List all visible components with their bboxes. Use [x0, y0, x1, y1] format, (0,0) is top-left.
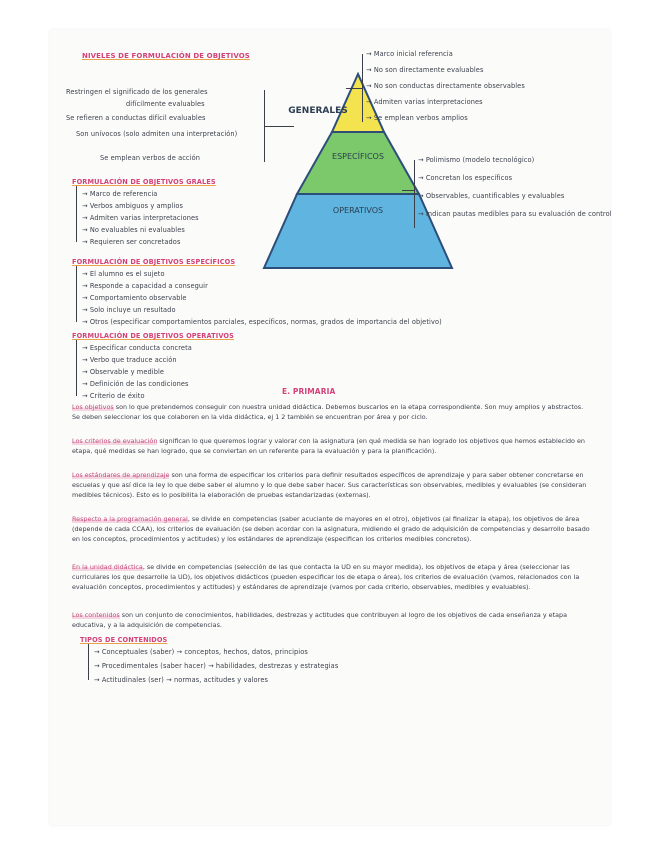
paragraph — [72, 562, 592, 592]
paragraph — [72, 436, 592, 456]
list-item: → Comportamiento observable — [82, 294, 187, 302]
list-item: → No evaluables ni evaluables — [82, 226, 185, 234]
section-heading-primaria: E. PRIMARIA — [282, 387, 336, 396]
list-item: → Verbos ambiguos y amplios — [82, 202, 184, 210]
list-item: → Responde a capacidad a conseguir — [82, 282, 208, 290]
list-item: → Otros (especificar comportamientos parciales, específicos, normas, grados de importancia del objetivo) — [82, 318, 442, 326]
paragraph — [72, 514, 592, 544]
paragraph-text: , se divide en competencias (selección de las que contacta la UD en su mayor medida), los objetivos de etapa y área (seleccionar las curriculares los que desarrolle la UD), los objetivos didácticos (pueden especificar los de etapa o área), los criterios de evaluación (vamos, relacionados con la evaluación conceptos, procedimientos y actitudes) y estándares de aprendizaje (vamos por cada criterio, observables, medibles y evaluables). — [72, 563, 580, 591]
left-generales-item: Se refieren a conductas difícil evaluables — [66, 114, 206, 122]
list-brace — [76, 266, 77, 322]
paragraph — [72, 610, 592, 630]
left-connector — [264, 126, 294, 127]
notebook-page — [50, 30, 610, 825]
list-brace — [76, 340, 77, 396]
section-heading-generales: FORMULACIÓN DE OBJETIVOS GRALES — [72, 178, 216, 186]
list-item: → El alumno es el sujeto — [82, 270, 165, 278]
list-item: → Conceptuales (saber) → conceptos, hechos, datos, principios — [94, 648, 308, 656]
right-especificos-item: → Concretan los específicos — [418, 174, 513, 182]
section-heading-especificos: FORMULACIÓN DE OBJETIVOS ESPECÍFICOS — [72, 258, 236, 266]
right-generales-item: → Marco inicial referencia — [366, 50, 453, 58]
right-generales-item: → No son directamente evaluables — [366, 66, 484, 74]
paragraph-key: Los contenidos — [72, 611, 120, 619]
list-item: → Procedimentales (saber hacer) → habilidades, destrezas y estrategias — [94, 662, 339, 670]
list-item: → Observable y medible — [82, 368, 165, 376]
pyramid-label-especificos: ESPECÍFICOS — [332, 152, 384, 161]
pyramid-level-especificos — [297, 132, 419, 194]
paragraph-key: En la unidad didáctica — [72, 563, 143, 571]
paragraph-text: son una forma de especificar los criterios para definir resultados específicos de aprendizaje y para saber obtener concretarse en escuelas y que así dice la ley lo que debe saber el alumno y lo que debe saber hacer. Sus características son observables, medibles y evaluables (se consideran medibles técnicos). Esto es lo posibilita la elaboración de pruebas estandarizadas (externas). — [72, 471, 587, 499]
list-item: → Criterio de éxito — [82, 392, 145, 400]
list-item: → Verbo que traduce acción — [82, 356, 177, 364]
left-generales-item: Son unívocos (solo admiten una interpretación) — [76, 130, 238, 138]
right-generales-item: → Se emplean verbos amplios — [366, 114, 468, 122]
right-especificos-item: → Polimismo (modelo tecnológico) — [418, 156, 535, 164]
paragraph-text: significan lo que queremos lograr y valorar con la asignatura (en qué medida se han logrado los objetivos que hemos establecido en etapa, qué medidas se han logrado, que se conviertan en un referente para la evaluación y para la planificación). — [72, 437, 585, 455]
list-item: → Definición de las condiciones — [82, 380, 189, 388]
paragraph-text: son un conjunto de conocimientos, habilidades, destrezas y actitudes que contribuyen al logro de los objetivos de cada enseñanza y etapa educativa, y a la adquisición de competencias. — [72, 611, 568, 629]
pyramid-label-generales: GENERALES — [288, 106, 348, 116]
paragraph-key: Los criterios de evaluación — [72, 437, 158, 445]
paragraph-text: , se divide en competencias (saber acuciante de mayores en el otro), objetivos (al finalizar la etapa), los objetivos de área (depende de cada CCAA), los criterios de evaluación (se deben acordar con la asignatura, midiendo el grado de adquisición de competencias y desarrollo basado en los conceptos, procedimientos y actitudes) y los estándares de aprendizaje (especifican los criterios medibles concretos). — [72, 515, 590, 543]
list-item: → Especificar conducta concreta — [82, 344, 192, 352]
list-item: → Solo incluye un resultado — [82, 306, 176, 314]
left-generales-item: Restringen el significado de los generales — [66, 88, 208, 96]
right-top-brace — [362, 54, 363, 122]
list-item: → Admiten varias interpretaciones — [82, 214, 199, 222]
right-especificos-item: → Observables, cuantificables y evaluables — [418, 192, 565, 200]
right-top-connector — [346, 88, 362, 89]
right-generales-item: → Admiten varias interpretaciones — [366, 98, 483, 106]
list-item: → Requieren ser concretados — [82, 238, 181, 246]
paragraph-key: Respecto a la programación general — [72, 515, 188, 523]
pyramid-label-operativos: OPERATIVOS — [332, 206, 384, 215]
paragraph-key: Los estándares de aprendizaje — [72, 471, 170, 479]
left-generales-item: difícilmente evaluables — [126, 100, 205, 108]
paragraph-text: son lo que pretendemos conseguir con nuestra unidad didáctica. Debemos buscarlos en la etapa correspondiente. Son muy amplios y abstractos. Se deben seleccionar los que colaboren en la vida didáctica, ej 1 2 también se encuentran por área y por ciclo. — [72, 403, 584, 421]
section-heading-tipos: TIPOS DE CONTENIDOS — [80, 636, 168, 644]
left-generales-item: Se emplean verbos de acción — [100, 154, 201, 162]
section-heading-operativos: FORMULACIÓN DE OBJETIVOS OPERATIVOS — [72, 332, 234, 340]
right-generales-item: → No son conductas directamente observables — [366, 82, 525, 90]
right-especificos-item: → Indican pautas medibles para su evaluación de control — [418, 210, 612, 218]
paragraph — [72, 402, 592, 422]
list-brace — [88, 644, 89, 680]
list-brace — [76, 186, 77, 242]
list-item: → Actitudinales (ser) → normas, actitudes y valores — [94, 676, 269, 684]
page-title: NIVELES DE FORMULACIÓN DE OBJETIVOS — [82, 52, 250, 60]
right-bottom-brace — [414, 160, 415, 228]
paragraph — [72, 470, 592, 500]
list-item: → Marco de referencia — [82, 190, 158, 198]
right-bottom-connector — [402, 190, 414, 191]
paragraph-key: Los objetivos — [72, 403, 114, 411]
